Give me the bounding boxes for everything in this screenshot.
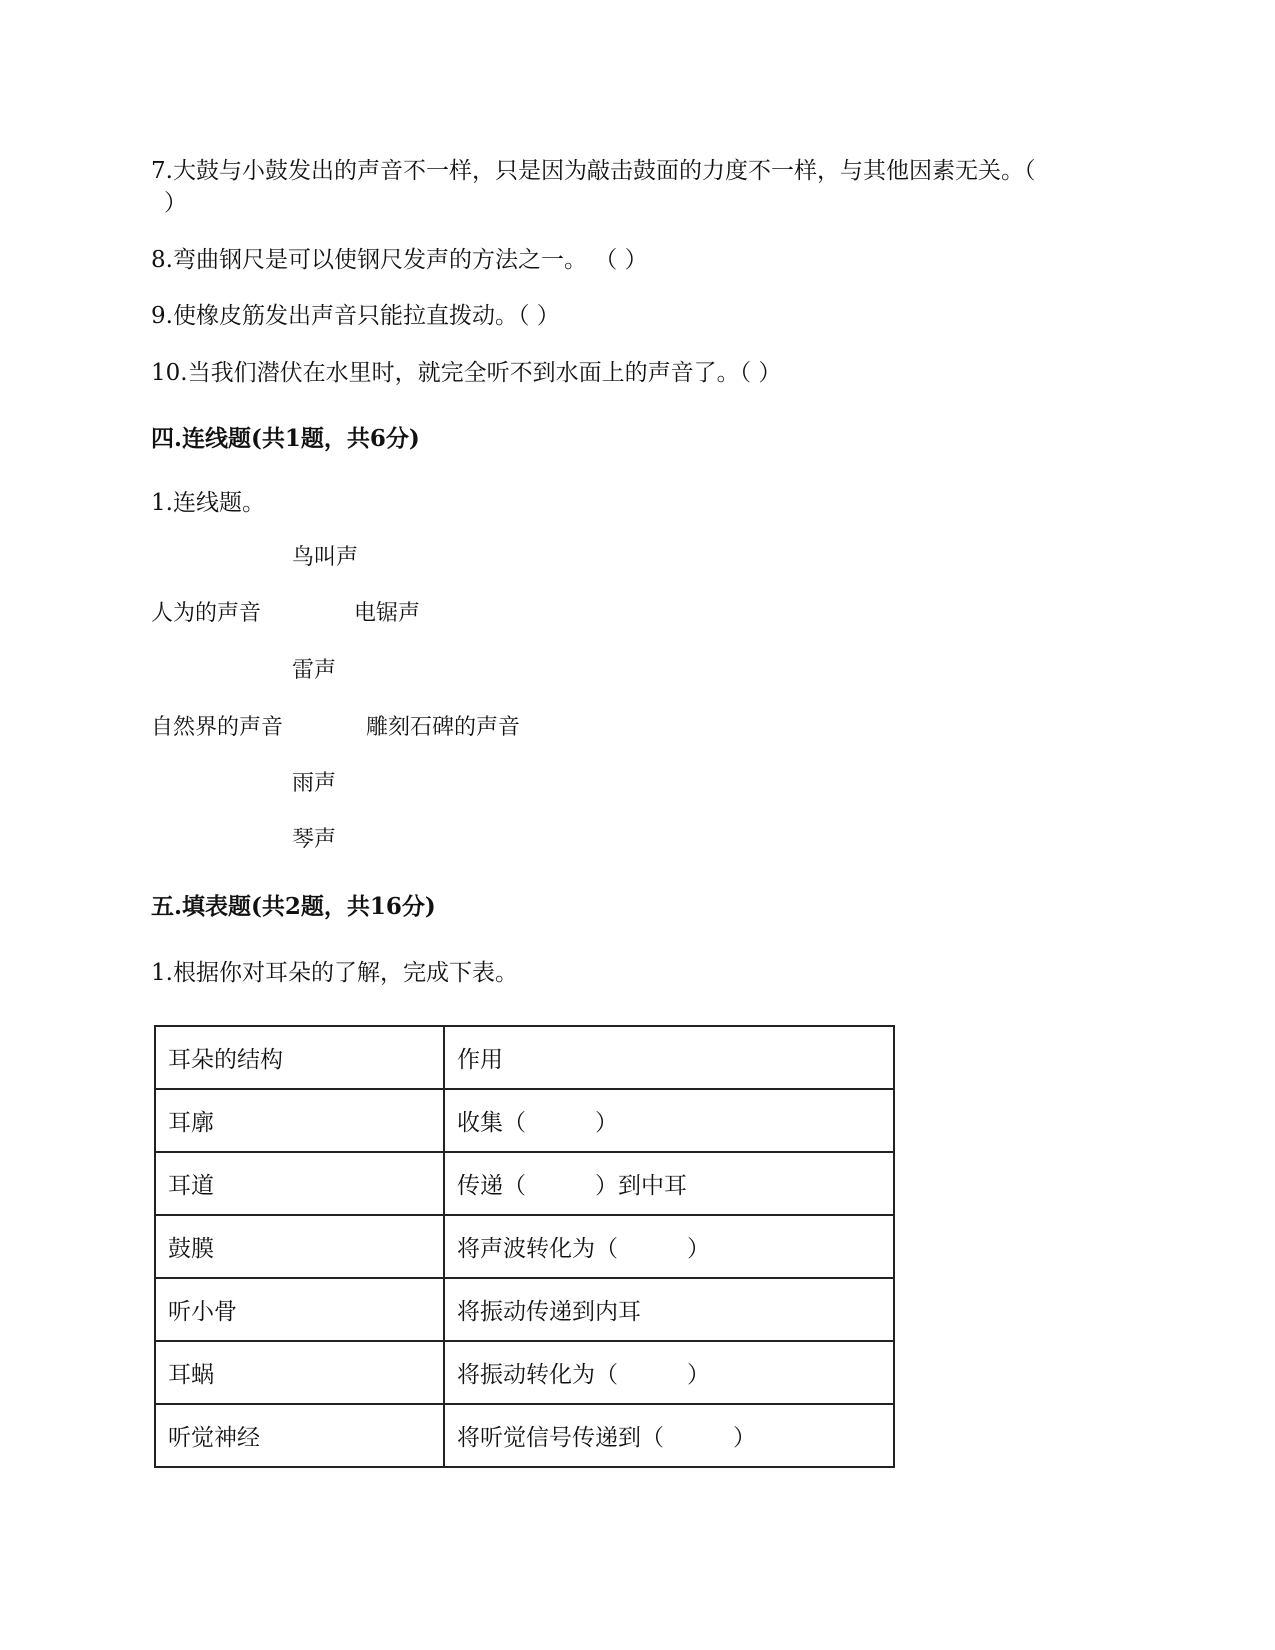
table-cell: 耳蜗 — [155, 1341, 444, 1404]
table-row — [155, 1152, 894, 1215]
table-cell: 耳道 — [155, 1152, 444, 1215]
match-right-item: 电锯声 — [354, 601, 421, 626]
question-7: 7.大鼓与小鼓发出的声音不一样，只是因为敲击鼓面的力度不一样，与其他因素无关。（ — [151, 158, 1036, 184]
match-right-item: 鸟叫声 — [292, 545, 359, 570]
question-10: 10.当我们潜伏在水里时，就完全听不到水面上的声音了。（ ） — [151, 360, 782, 386]
match-left-item: 人为的声音 — [151, 601, 262, 626]
ear-structure-table — [154, 1025, 895, 1468]
table-row — [155, 1341, 894, 1404]
table-row — [155, 1089, 894, 1152]
match-left-item: 自然界的声音 — [151, 715, 284, 740]
section-5-question: 1.根据你对耳朵的了解，完成下表。 — [151, 960, 518, 986]
question-7-continuation: ） — [164, 190, 187, 216]
match-right-item: 雨声 — [292, 771, 337, 796]
table-cell: 听觉神经 — [155, 1404, 444, 1467]
section-4-question: 1.连线题。 — [151, 490, 265, 516]
table-cell: 鼓膜 — [155, 1215, 444, 1278]
table-cell: 听小骨 — [155, 1278, 444, 1341]
table-cell: 收集（ ） — [444, 1089, 894, 1152]
match-right-item: 雷声 — [292, 658, 337, 683]
section-4-heading: 四.连线题(共1题，共6分) — [151, 425, 420, 452]
table-header-cell: 作用 — [444, 1026, 894, 1089]
table-row — [155, 1215, 894, 1278]
table-cell: 将声波转化为（ ） — [444, 1215, 894, 1278]
table-row — [155, 1278, 894, 1341]
table-cell: 将振动转化为（ ） — [444, 1341, 894, 1404]
table-cell: 将听觉信号传递到（ ） — [444, 1404, 894, 1467]
table-row — [155, 1404, 894, 1467]
match-right-item: 雕刻石碑的声音 — [366, 715, 521, 740]
question-9: 9.使橡皮筋发出声音只能拉直拨动。（ ） — [151, 303, 560, 329]
table-cell: 将振动传递到内耳 — [444, 1278, 894, 1341]
table-header-row — [155, 1026, 894, 1089]
table-cell: 耳廓 — [155, 1089, 444, 1152]
section-5-heading: 五.填表题(共2题，共16分) — [151, 893, 436, 920]
table-header-cell: 耳朵的结构 — [155, 1026, 444, 1089]
question-8: 8.弯曲钢尺是可以使钢尺发声的方法之一。 （ ） — [151, 247, 648, 273]
table-cell: 传递（ ）到中耳 — [444, 1152, 894, 1215]
match-right-item: 琴声 — [292, 827, 337, 852]
